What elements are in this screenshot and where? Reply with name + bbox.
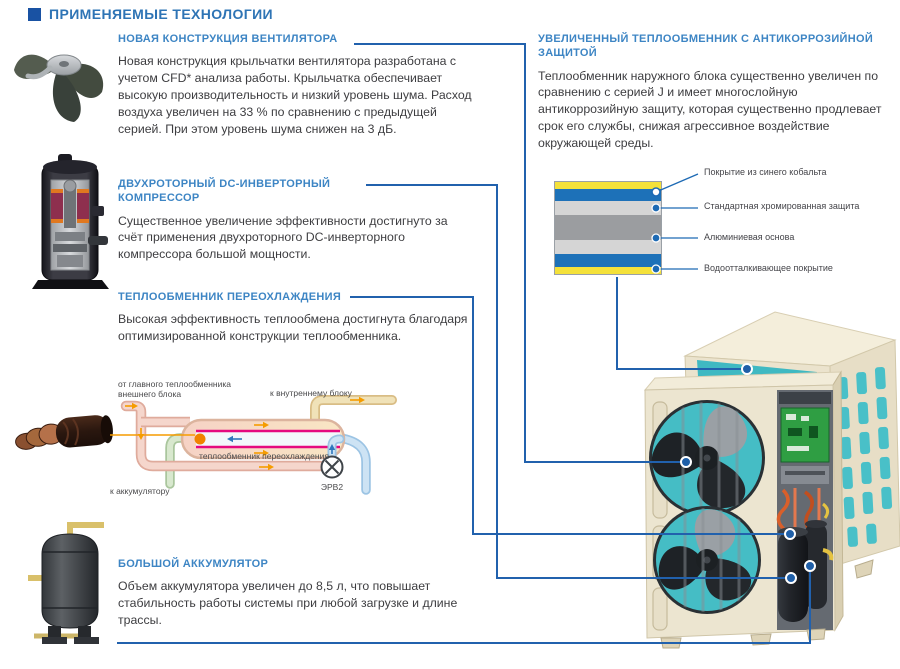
- label-to-indoor: к внутреннему блоку: [270, 388, 352, 398]
- label-hydrophobic-coating: Водоотталкивающее покрытие: [704, 263, 833, 273]
- layer-chrome-bottom: [555, 240, 661, 254]
- label-cobalt-coating: Покрытие из синего кобальта: [704, 167, 827, 177]
- label-to-accumulator: к аккумулятору: [110, 486, 170, 496]
- fan-title: НОВАЯ КОНСТРУКЦИЯ ВЕНТИЛЯТОРА: [118, 33, 338, 45]
- copper-pipe-image: [14, 414, 114, 452]
- coating-layers-diagram: [552, 165, 898, 287]
- layer-cobalt-top: [555, 189, 661, 201]
- label-from-main-hx: от главного теплообменника внешнего блока: [118, 379, 231, 400]
- coating-layers-stack: [554, 181, 662, 275]
- anticorrosion-title: УВЕЛИЧЕННЫЙ ТЕПЛООБМЕННИК С АНТИКОРРОЗИЙНОЙ ЗАЩИТОЙ: [538, 33, 874, 60]
- layer-hydrophobic-top: [555, 182, 661, 189]
- label-aluminium-base: Алюминиевая основа: [704, 232, 795, 242]
- page-title: ПРИМЕНЯЕМЫЕ ТЕХНОЛОГИИ: [49, 6, 274, 22]
- section-fan: [118, 32, 474, 138]
- layer-hydrophobic-bottom: [555, 267, 661, 274]
- compressor-body: Существенное увеличение эффективности достигнуто за счёт применения двухроторного DC-инверторного компрессора большой мощности.: [118, 213, 448, 262]
- fan-image: [12, 42, 112, 134]
- layer-cobalt-bottom: [555, 254, 661, 267]
- header-square-icon: [28, 8, 41, 21]
- accumulator-image: [24, 520, 116, 648]
- layer-chrome-top: [555, 201, 661, 215]
- subcooler-title: ТЕПЛООБМЕННИК ПЕРЕОХЛАЖДЕНИЯ: [118, 291, 342, 303]
- compressor-image: [30, 152, 110, 294]
- section-accumulator: [118, 557, 460, 629]
- section-compressor: [118, 177, 474, 263]
- subcooler-body: Высокая эффективность теплообмена достигнута благодаря оптимизированной конструкции теплообменника.: [118, 312, 468, 344]
- accumulator-body: Объем аккумулятора увеличен до 8,5 л, что повышает стабильность работы системы при любой загрузке и длине трассы.: [118, 579, 458, 627]
- label-exchanger: теплообменник переохлаждения: [199, 451, 329, 461]
- anticorrosion-body: Теплообменник наружного блока существенно увеличен по сравнению с серией J и имеет многослойную антикоррозийную защиту, которая существенно продлевает срок его службы, снижая агрессивное воздействие окружающей среды.: [538, 68, 882, 150]
- accumulator-title: БОЛЬШОЙ АККУМУЛЯТОР: [118, 558, 269, 570]
- section-anticorrosion: [538, 32, 898, 152]
- fan-body: Новая конструкция крыльчатки вентилятора разработана с учетом CFD* анализа работы. Крыльчатка обеспечивает высокую производительность и низкий уровень шума. Расход воздуха увеличен на 33 % по сравнению с предыдущей серией. При этом уровень шума снижен на 3 дБ.: [118, 54, 472, 136]
- label-valve: ЭРВ2: [320, 482, 344, 492]
- section-subcooler: [118, 290, 468, 345]
- outdoor-unit-image: [615, 298, 900, 653]
- label-chrome-protection: Стандартная хромированная защита: [704, 201, 860, 211]
- page-header: [28, 6, 273, 22]
- compressor-title: ДВУХРОТОРНЫЙ DC-ИНВЕРТОРНЫЙ КОМПРЕССОР: [118, 178, 331, 205]
- subcooler-diagram: [14, 378, 406, 502]
- layer-aluminium: [555, 215, 661, 240]
